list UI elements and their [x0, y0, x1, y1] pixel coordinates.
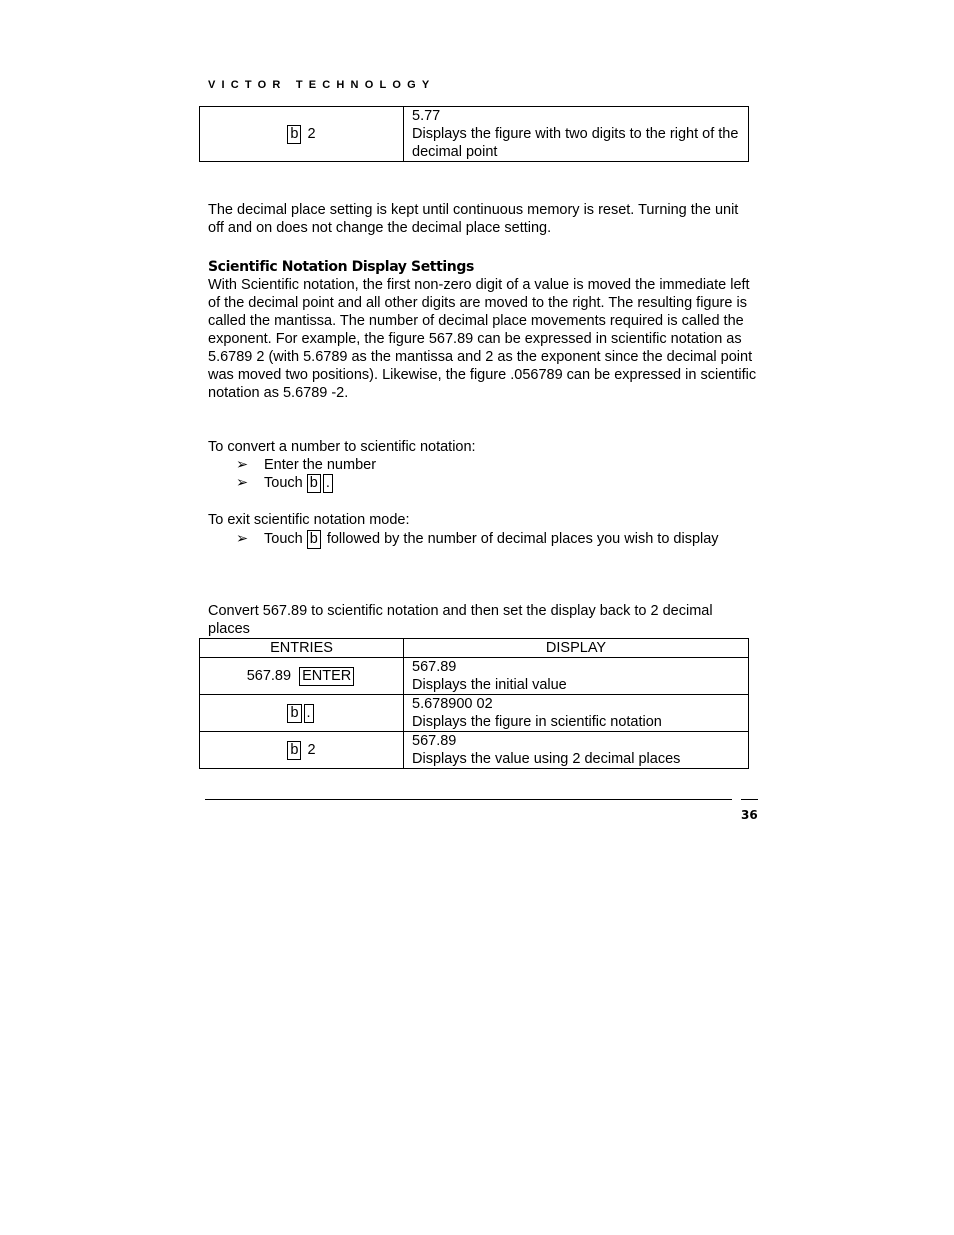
convert-step-2 [264, 474, 734, 493]
decimal-setting-paragraph: The decimal place setting is kept until continuous memory is reset. Turning the unit off and on does not change the decimal place setting. [208, 202, 739, 236]
footer-rule [205, 799, 732, 800]
entry-cell [200, 107, 404, 162]
key-decimal: . [323, 474, 333, 493]
entry-cell [200, 658, 404, 695]
key-b: b [307, 530, 321, 549]
table-row [200, 732, 749, 769]
key-b: b [287, 741, 301, 760]
table-header-row [200, 639, 749, 658]
column-header-display: DISPLAY [404, 639, 749, 658]
key-decimal: . [304, 704, 314, 723]
decimal-example-table-continued [199, 106, 749, 162]
bullet-arrow-icon: ➢ [236, 457, 249, 473]
table-row [200, 107, 749, 162]
entry-value: 2 [307, 125, 316, 142]
table-row [200, 658, 749, 695]
display-value: 567.89 [412, 733, 457, 749]
scientific-example-table [199, 638, 749, 769]
exit-intro: To exit scientific notation mode: [208, 512, 410, 528]
key-b: b [307, 474, 321, 493]
key-b: b [287, 704, 301, 723]
section-heading: Scientific Notation Display Settings [208, 259, 474, 275]
example-intro: Convert 567.89 to scientific notation and then set the display back to 2 decimal places [208, 603, 713, 637]
display-cell [404, 732, 749, 769]
step-suffix: followed by the number of decimal places you wish to display [326, 531, 719, 547]
step-prefix: Touch [264, 475, 303, 491]
column-header-entries: ENTRIES [200, 639, 404, 658]
entry-value: 567.89 [246, 667, 292, 684]
exit-step [264, 530, 734, 549]
footer-rule-short [741, 799, 758, 800]
display-description: Displays the figure in scientific notation [412, 714, 662, 730]
key-enter: ENTER [299, 667, 354, 686]
entry-cell [200, 695, 404, 732]
section-body: With Scientific notation, the first non-zero digit of a value is moved the immediate left of the decimal point and all other digits are moved to the right. The resulting figure is called the mantissa. The number of decimal place movements required is called the exponent. For example, the figure 567.89 can be expressed in scientific notation as 5.6789 2 (with 5.6789 as the mantissa and 2 as the exponent since the decimal point was moved two positions). Likewise, the figure .056789 can be expressed in scientific notation as 5.6789 -2. [208, 277, 757, 401]
entry-value: 2 [307, 741, 316, 758]
table-row [200, 695, 749, 732]
bullet-arrow-icon: ➢ [236, 475, 249, 491]
display-value: 5.77 [412, 108, 441, 124]
key-b: b [287, 125, 301, 144]
page-number: 36 [741, 808, 758, 822]
bullet-arrow-icon: ➢ [236, 531, 249, 547]
display-description: Displays the figure with two digits to the right of the decimal point [412, 126, 739, 160]
display-description: Displays the initial value [412, 677, 567, 693]
display-value: 5.678900 02 [412, 696, 493, 712]
display-description: Displays the value using 2 decimal places [412, 751, 681, 767]
running-header: VICTOR TECHNOLOGY [208, 79, 436, 91]
entry-cell [200, 732, 404, 769]
display-cell [404, 695, 749, 732]
display-cell [404, 107, 749, 162]
display-cell [404, 658, 749, 695]
display-value: 567.89 [412, 659, 457, 675]
step-prefix: Touch [264, 531, 303, 547]
convert-step-1: Enter the number [264, 457, 377, 473]
convert-intro: To convert a number to scientific notation: [208, 439, 476, 455]
